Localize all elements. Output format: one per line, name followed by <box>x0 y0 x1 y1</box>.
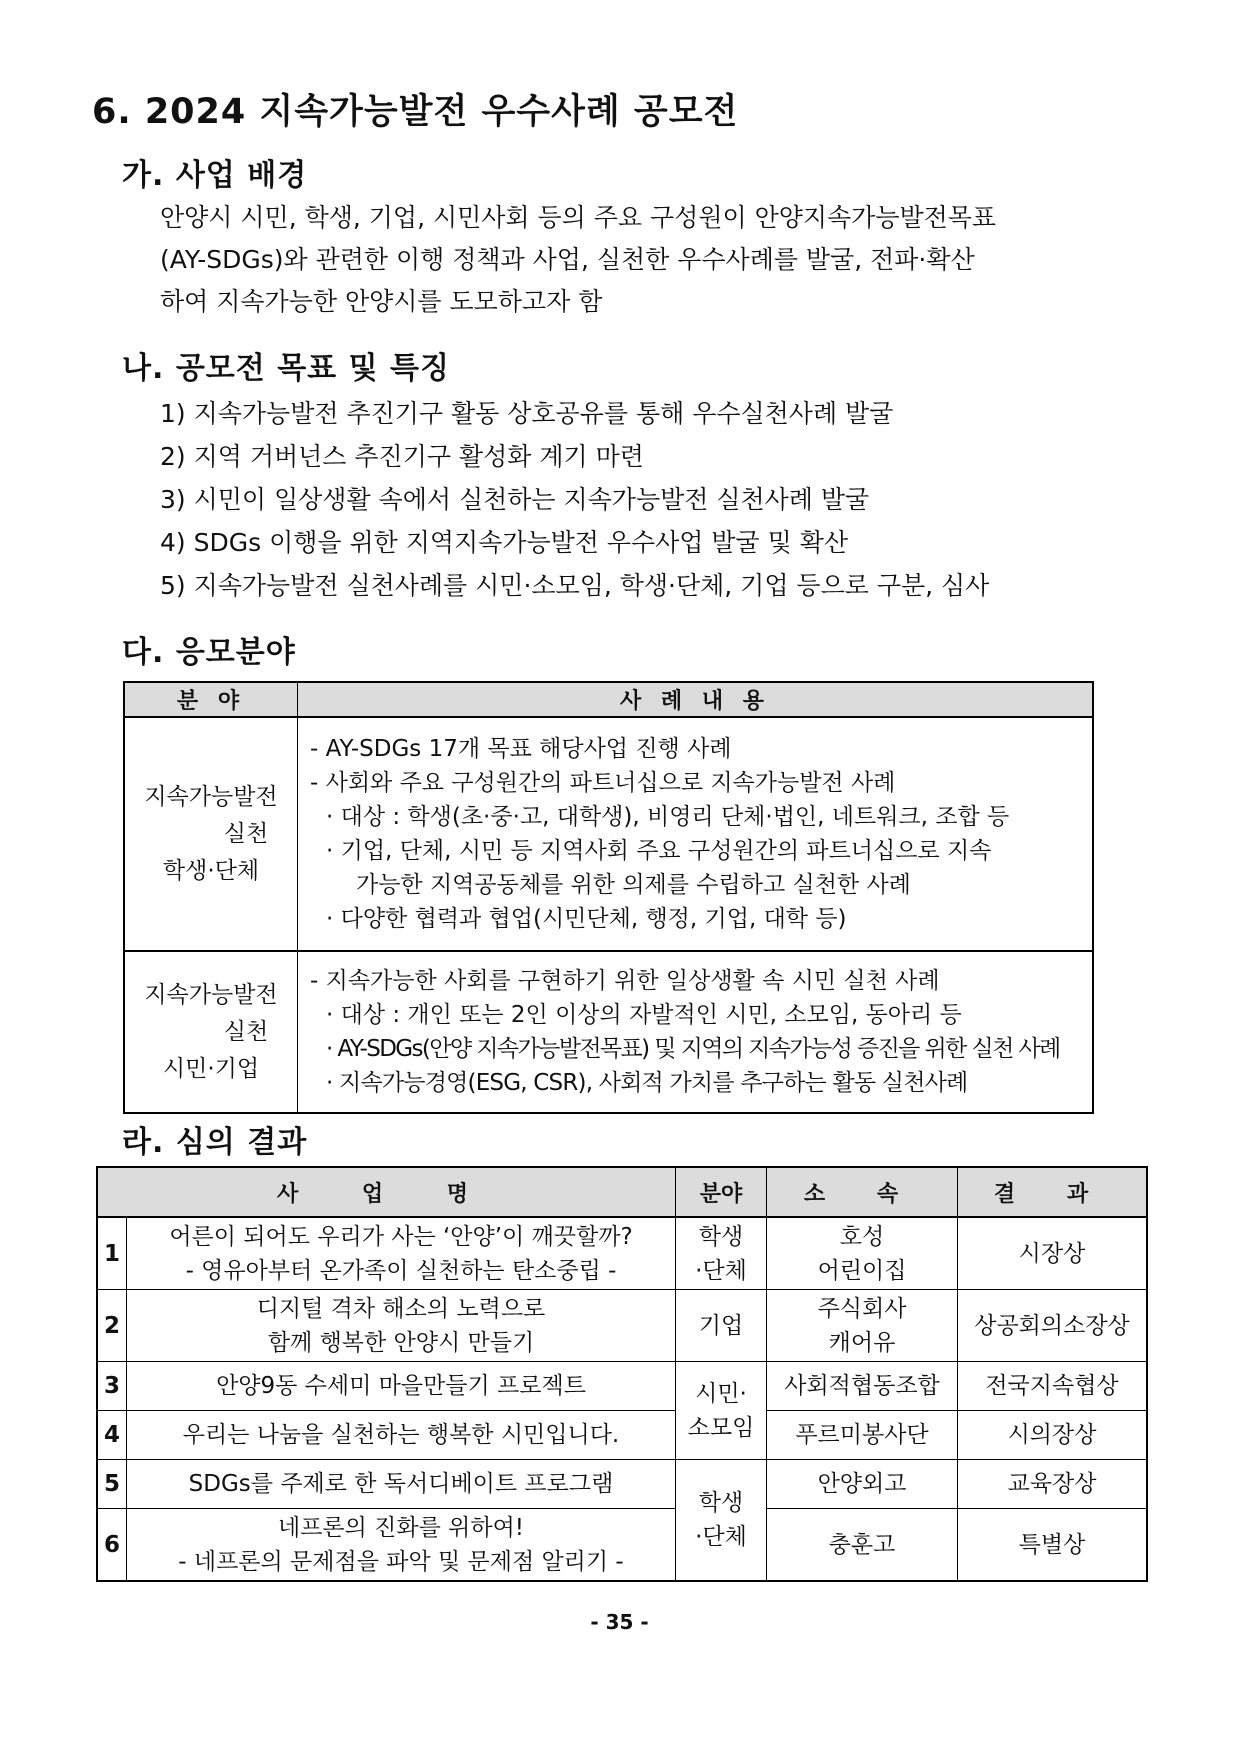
field-line: 소모임 <box>687 1414 755 1441</box>
page-number: - 35 - <box>590 1610 649 1634</box>
goals-list <box>160 392 989 607</box>
org-line: 주식회사 <box>817 1295 907 1322</box>
row-number: 1 <box>97 1217 127 1290</box>
content-line: · 대상 : 개인 또는 2인 이상의 자발적인 시민, 소모임, 동아리 등 <box>326 1002 962 1028</box>
table-row <box>97 1460 1147 1509</box>
table-row <box>97 1509 1147 1582</box>
result-cell: 교육장상 <box>958 1460 1148 1509</box>
fields-table <box>123 681 1094 1114</box>
result-cell: 상공회의소장상 <box>958 1290 1148 1362</box>
field-line: 시민· <box>695 1380 747 1407</box>
background-line: 하여 지속가능한 안양시를 도모하고자 함 <box>160 287 603 316</box>
field-cell <box>676 1362 767 1460</box>
field-line: ·단체 <box>695 1524 747 1550</box>
row-number: 5 <box>97 1460 127 1509</box>
content-line: - 지속가능한 사회를 구현하기 위한 일상생활 속 시민 실천 사례 <box>310 968 940 994</box>
field-line: 실천 <box>223 820 269 847</box>
col-result-header: 결 과 <box>958 1167 1148 1217</box>
fields-header-row <box>124 682 1093 717</box>
col-field-header: 분야 <box>676 1167 767 1217</box>
result-cell: 전국지속협상 <box>958 1362 1148 1411</box>
field-cell <box>676 1460 767 1582</box>
field-line: 지속가능발전 <box>144 783 278 810</box>
project-cell <box>127 1509 676 1582</box>
project-cell: 우리는 나눔을 실천하는 행복한 시민입니다. <box>127 1411 676 1460</box>
row-number: 3 <box>97 1362 127 1411</box>
col-project-header: 사 업 명 <box>97 1167 676 1217</box>
org-line: 어린이집 <box>817 1257 907 1284</box>
content-line: - 사회와 주요 구성원간의 파트너십으로 지속가능발전 사례 <box>310 770 896 796</box>
org-cell <box>767 1290 958 1362</box>
org-line: 호성 <box>839 1223 885 1250</box>
project-cell: 안양9동 수세미 마을만들기 프로젝트 <box>127 1362 676 1411</box>
background-line: (AY-SDGs)와 관련한 이행 정책과 사업, 실천한 우수사례를 발굴, 전파·확산 <box>160 245 975 274</box>
field-cell <box>124 717 298 951</box>
row-number: 2 <box>97 1290 127 1362</box>
background-paragraph <box>160 197 1120 323</box>
heading-fields: 다. 응모분야 <box>122 635 296 670</box>
row-number: 6 <box>97 1509 127 1582</box>
results-table <box>96 1166 1148 1582</box>
heading-background: 가. 사업 배경 <box>122 158 308 193</box>
fields-row-student <box>124 717 1093 951</box>
project-line: 디지털 격차 해소의 노력으로 <box>256 1295 546 1322</box>
org-cell: 사회적협동조합 <box>767 1362 958 1411</box>
heading-goals: 나. 공모전 목표 및 특징 <box>122 351 450 386</box>
org-cell: 충훈고 <box>767 1509 958 1582</box>
org-cell: 푸르미봉사단 <box>767 1411 958 1460</box>
field-line: 학생 <box>698 1490 744 1516</box>
project-cell <box>127 1217 676 1290</box>
goal-item: 4) SDGs 이행을 위한 지역지속가능발전 우수사업 발굴 및 확산 <box>160 528 849 557</box>
table-row <box>97 1290 1147 1362</box>
content-cell <box>298 951 1094 1113</box>
table-row <box>97 1411 1147 1460</box>
org-line: 캐어유 <box>828 1329 896 1356</box>
goal-item: 5) 지속가능발전 실천사례를 시민·소모임, 학생·단체, 기업 등으로 구분, 심사 <box>160 571 990 600</box>
background-line: 안양시 시민, 학생, 기업, 시민사회 등의 주요 구성원이 안양지속가능발전목표 <box>160 203 997 232</box>
field-line: ·단체 <box>695 1257 747 1284</box>
goal-item: 2) 지역 거버넌스 추진기구 활성화 계기 마련 <box>160 442 644 471</box>
field-line: 시민·기업 <box>162 1055 260 1082</box>
field-line: 학생 <box>698 1223 744 1250</box>
project-line: - 네프론의 문제점을 파악 및 문제점 알리기 - <box>178 1548 624 1575</box>
field-cell <box>124 951 298 1113</box>
goal-item: 1) 지속가능발전 추진기구 활동 상호공유를 통해 우수실천사례 발굴 <box>160 399 894 428</box>
fields-row-citizen <box>124 951 1093 1113</box>
table-row <box>97 1217 1147 1290</box>
project-cell: SDGs를 주제로 한 독서디베이트 프로그램 <box>127 1460 676 1509</box>
field-line: 학생·단체 <box>162 857 260 884</box>
project-cell <box>127 1290 676 1362</box>
row-number: 4 <box>97 1411 127 1460</box>
content-line: 가능한 지역공동체를 위한 의제를 수립하고 실천한 사례 <box>356 872 911 898</box>
project-line: - 영유아부터 온가족이 실천하는 탄소중립 - <box>185 1257 617 1284</box>
content-line: · 지속가능경영(ESG, CSR), 사회적 가치를 추구하는 활동 실천사례 <box>326 1070 968 1096</box>
content-cell <box>298 717 1094 951</box>
org-cell: 안양외고 <box>767 1460 958 1509</box>
project-line: 어른이 되어도 우리가 사는 ‘안양’이 깨끗할까? <box>169 1223 633 1250</box>
field-line: 지속가능발전 <box>144 981 278 1008</box>
goal-item: 3) 시민이 일상생활 속에서 실천하는 지속가능발전 실천사례 발굴 <box>160 485 870 514</box>
project-line: 함께 행복한 안양시 만들기 <box>267 1329 535 1356</box>
content-line: · 기업, 단체, 시민 등 지역사회 주요 구성원간의 파트너십으로 지속 <box>326 838 992 864</box>
col-org-header: 소 속 <box>767 1167 958 1217</box>
result-cell: 특별상 <box>958 1509 1148 1582</box>
result-cell: 시의장상 <box>958 1411 1148 1460</box>
results-header-row <box>97 1167 1147 1217</box>
field-cell: 기업 <box>676 1290 767 1362</box>
project-line: 네프론의 진화를 위하여! <box>277 1514 525 1541</box>
col-content-header: 사 례 내 용 <box>298 682 1094 717</box>
heading-results: 라. 심의 결과 <box>122 1125 308 1160</box>
content-line: · 대상 : 학생(초·중·고, 대학생), 비영리 단체·법인, 네트워크, 조합 등 <box>326 804 1010 830</box>
field-cell <box>676 1217 767 1290</box>
content-line: - AY-SDGs 17개 목표 해당사업 진행 사례 <box>310 736 732 762</box>
page-title: 6. 2024 지속가능발전 우수사례 공모전 <box>92 92 739 132</box>
org-cell <box>767 1217 958 1290</box>
result-cell: 시장상 <box>958 1217 1148 1290</box>
field-line: 실천 <box>223 1018 269 1045</box>
content-line: · AY-SDGs(안양 지속가능발전목표) 및 지역의 지속가능성 증진을 위한 실천 사례 <box>326 1036 1060 1062</box>
col-field-header: 분 야 <box>124 682 298 717</box>
content-line: · 다양한 협력과 협업(시민단체, 행정, 기업, 대학 등) <box>326 906 847 932</box>
table-row <box>97 1362 1147 1411</box>
